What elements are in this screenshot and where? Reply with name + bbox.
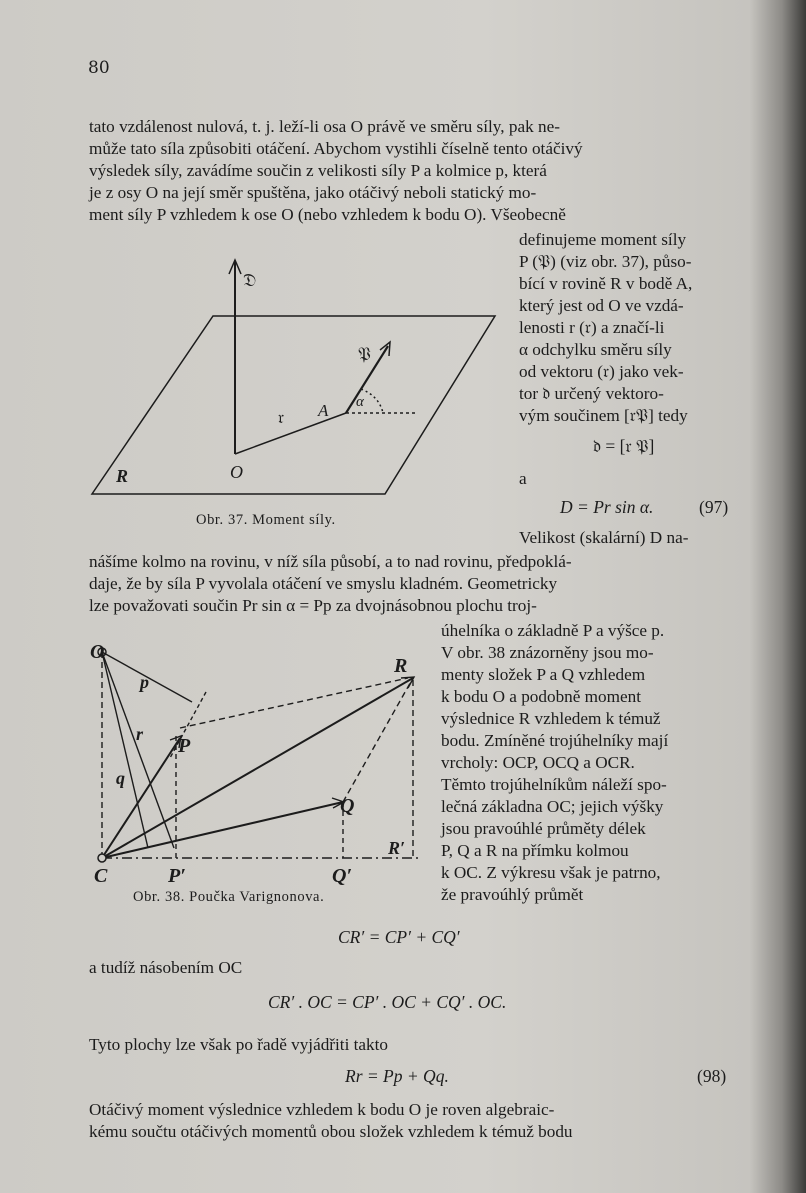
text-line: lze považovati součin Pr sin α = Pp za dvojnásobnou plochu troj- [89, 596, 537, 615]
equation-vector-product: 𝔡 = [𝔯 𝔓] [593, 436, 655, 456]
text-line: k bodu O a podobně moment [441, 687, 642, 706]
text-line: Tyto plochy lze však po řadě vyjádřiti takto [89, 1035, 389, 1054]
text-line: kému součtu otáčivých momentů obou složek vzhledem k témuž bodu [89, 1122, 573, 1141]
figure-37 [88, 236, 508, 536]
figure-38 [88, 636, 428, 886]
text-line: a tudíž násobením OC [89, 958, 243, 977]
label-C: C [94, 865, 108, 886]
vector-Q [102, 802, 343, 858]
word-a: a [519, 469, 527, 488]
equation-98-number: (98) [697, 1066, 727, 1086]
label-P: P [178, 735, 191, 757]
equation-97-number: (97) [699, 497, 729, 517]
equation-multiplied: CR′ . OC = CP′ . OC + CQ′ . OC. [268, 992, 507, 1012]
text-line: výsledek síly, zavádíme součin z velikosti síly P a kolmice p, která [89, 161, 547, 180]
text-line: definujeme moment síly [519, 230, 687, 249]
text-line: lenosti r (𝔯) a značí-li [519, 318, 665, 337]
text-line: P (𝔓) (viz obr. 37), půso- [519, 252, 692, 271]
figure-38-caption: Obr. 38. Poučka Varignonova. [133, 889, 325, 905]
label-P-prime: P′ [168, 865, 186, 886]
label-r: 𝔯 [278, 408, 285, 427]
label-O: O [230, 462, 243, 482]
text-line: bodu. Zmíněné trojúhelníky mají [441, 731, 669, 750]
label-P: 𝔓 [358, 344, 371, 364]
figure-37-caption: Obr. 37. Moment síly. [196, 512, 336, 528]
text-line: α odchylku směru síly [519, 340, 672, 359]
label-R: R [394, 655, 408, 677]
plane-R [92, 316, 495, 494]
text-line: že pravoúhlý průmět [441, 885, 584, 904]
text-line: jsou pravoúhlé průměty délek [441, 819, 646, 838]
label-D: 𝔇 [243, 270, 257, 290]
equation-97: D = Pr sin α. [560, 497, 654, 517]
text-line: vrcholy: OCP, OCQ a OCR. [441, 753, 635, 772]
label-R-prime: R′ [388, 838, 406, 858]
text-line: lečná základna OC; jejich výšky [441, 797, 664, 816]
text-line: Velikost (skalární) D na- [519, 528, 689, 547]
text-line: od vektoru (𝔯) jako vek- [519, 362, 684, 381]
text-line: je z osy O na její směr spuštěna, jako otáčivý neboli statický mo- [89, 183, 537, 202]
label-Q-prime: Q′ [332, 865, 353, 886]
label-alpha: α [356, 394, 364, 410]
vector-P [102, 738, 180, 858]
text-line: který jest od O ve vzdá- [519, 296, 684, 315]
text-line: V obr. 38 znázorněny jsou mo- [441, 643, 654, 662]
text-line: ment síly P vzhledem k ose O (nebo vzhledem k bodu O). Všeobecně [89, 205, 566, 224]
label-q: q [116, 768, 125, 788]
text-line: menty složek P a Q vzhledem [441, 665, 646, 684]
label-A: A [318, 401, 329, 420]
label-r: r [136, 724, 144, 744]
text-line: Otáčivý moment výslednice vzhledem k bodu O je roven algebraic- [89, 1100, 555, 1119]
text-line: úhelníka o základně P a výšce p. [441, 621, 665, 640]
label-p: p [140, 672, 149, 692]
vector-r [235, 413, 346, 454]
text-line: tor 𝔡 určený vektoro- [519, 384, 664, 403]
text-line: P, Q a R na přímku kolmou [441, 841, 629, 860]
equation-projection: CR′ = CP′ + CQ′ [338, 927, 460, 947]
page-number: 80 [88, 58, 110, 78]
text-line: Těmto trojúhelníkům náleží spo- [441, 775, 667, 794]
vector-R [102, 678, 413, 858]
label-R: R [116, 466, 129, 486]
text-line: bící v rovině R v bodě A, [519, 274, 693, 293]
text-line: daje, že by síla P vyvolala otáčení ve smyslu kladném. Geometricky [89, 574, 558, 593]
text-line: k OC. Z výkresu však je patrno, [441, 863, 661, 882]
text-line: tato vzdálenost nulová, t. j. leží-li osa O právě ve směru síly, pak ne- [89, 117, 560, 136]
text-line: výslednice R vzhledem k témuž [441, 709, 661, 728]
text-line: nášíme kolmo na rovinu, v níž síla působí, a to nad rovinu, předpoklá- [89, 552, 572, 571]
equation-98: Rr = Pp + Qq. [345, 1066, 449, 1086]
text-line: může tato síla způsobiti otáčení. Abychom vystihli číselně tento otáčivý [89, 139, 583, 158]
label-O: O [90, 641, 105, 663]
label-Q: Q [340, 795, 355, 817]
text-line: vým součinem [𝔯𝔓] tedy [519, 406, 688, 425]
